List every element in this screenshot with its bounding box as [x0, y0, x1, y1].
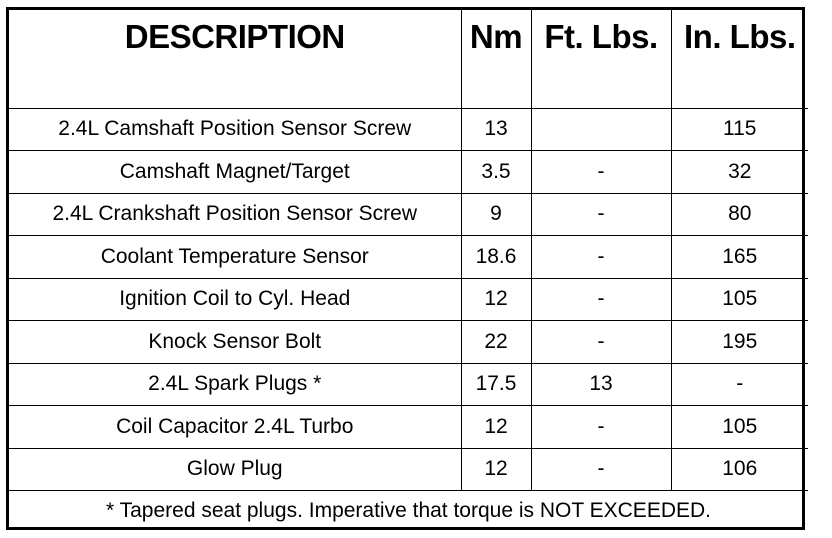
header-description: DESCRIPTION	[9, 10, 461, 108]
cell-description: Ignition Coil to Cyl. Head	[9, 278, 461, 321]
cell-nm: 17.5	[461, 363, 531, 406]
cell-description: 2.4L Camshaft Position Sensor Screw	[9, 108, 461, 151]
table-row	[9, 321, 808, 364]
cell-ft-lbs: -	[531, 448, 671, 491]
header-in-lbs: In. Lbs.	[671, 10, 808, 108]
header-nm: Nm	[461, 10, 531, 108]
cell-in-lbs: 32	[671, 151, 808, 194]
torque-spec-table-frame	[6, 7, 805, 530]
cell-ft-lbs: -	[531, 406, 671, 449]
cell-ft-lbs: -	[531, 193, 671, 236]
cell-in-lbs: 106	[671, 448, 808, 491]
header-row	[9, 10, 808, 108]
cell-in-lbs: -	[671, 363, 808, 406]
cell-in-lbs: 165	[671, 236, 808, 279]
table-row	[9, 151, 808, 194]
table-row	[9, 193, 808, 236]
cell-nm: 22	[461, 321, 531, 364]
cell-description: Coil Capacitor 2.4L Turbo	[9, 406, 461, 449]
cell-in-lbs: 115	[671, 108, 808, 151]
table-row	[9, 108, 808, 151]
table-row	[9, 448, 808, 491]
cell-ft-lbs	[531, 108, 671, 151]
cell-nm: 3.5	[461, 151, 531, 194]
cell-description: 2.4L Crankshaft Position Sensor Screw	[9, 193, 461, 236]
cell-in-lbs: 105	[671, 406, 808, 449]
table-row	[9, 278, 808, 321]
cell-in-lbs: 195	[671, 321, 808, 364]
footnote-row	[9, 491, 808, 531]
cell-ft-lbs: 13	[531, 363, 671, 406]
cell-description: Knock Sensor Bolt	[9, 321, 461, 364]
table-row	[9, 406, 808, 449]
cell-nm: 12	[461, 448, 531, 491]
header-ft-lbs: Ft. Lbs.	[531, 10, 671, 108]
cell-ft-lbs: -	[531, 278, 671, 321]
cell-nm: 9	[461, 193, 531, 236]
cell-nm: 13	[461, 108, 531, 151]
cell-ft-lbs: -	[531, 321, 671, 364]
cell-description: Camshaft Magnet/Target	[9, 151, 461, 194]
cell-description: Coolant Temperature Sensor	[9, 236, 461, 279]
cell-nm: 12	[461, 278, 531, 321]
table-row	[9, 363, 808, 406]
cell-in-lbs: 105	[671, 278, 808, 321]
table-row	[9, 236, 808, 279]
cell-description: Glow Plug	[9, 448, 461, 491]
cell-ft-lbs: -	[531, 151, 671, 194]
cell-nm: 18.6	[461, 236, 531, 279]
cell-description: 2.4L Spark Plugs *	[9, 363, 461, 406]
cell-ft-lbs: -	[531, 236, 671, 279]
torque-spec-table	[9, 10, 808, 531]
cell-in-lbs: 80	[671, 193, 808, 236]
cell-nm: 12	[461, 406, 531, 449]
footnote: * Tapered seat plugs. Imperative that torque is NOT EXCEEDED.	[9, 491, 808, 531]
